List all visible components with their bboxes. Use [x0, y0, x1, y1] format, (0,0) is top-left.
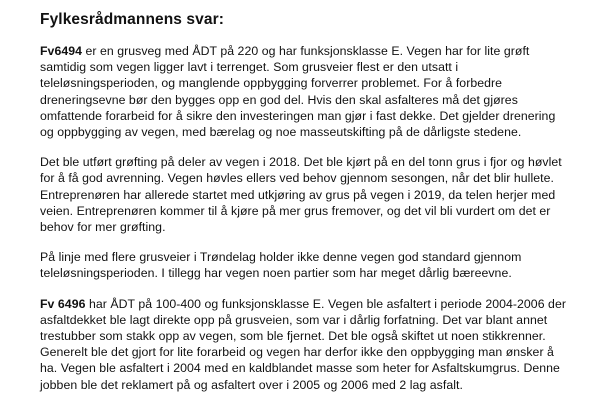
paragraph-text: har ÅDT på 100-400 og funksjonsklasse E. Vegen ble asfaltert i periode 2004-2006 der asfaltdekket ble lagt direkte opp på grusveien, som var i dårlig forfatning. Det var blant annet trestubber som stakk opp av vegen, som ble fjernet. Det ble også skiftet ut noen stikkrenner. Generelt ble det gjort for lite forarbeid og vegen har derfor ikke den oppbygging man ønsker å ha. Vegen ble asfaltert i 2004 med en kaldblandet masse som heter for Asfaltskumgrus. Denne jobben ble det reklamert på og asfaltert over i 2005 og 2006 med 2 lag asfalt. — [40, 296, 566, 392]
paragraph-fv6494 — [40, 43, 570, 140]
paragraph-maintenance — [40, 154, 570, 235]
road-id-fv6494: Fv6494 — [40, 44, 83, 58]
document-page — [40, 10, 570, 407]
paragraph-text: er en grusveg med ÅDT på 220 og har funksjonsklasse E. Vegen har for lite grøft samtidig som vegen ligger lavt i terrenget. Som grusveier flest er den utsatt i teleløsningsperioden, og manglende oppbygging forverrer problemet. For å forbedre dreneringsevne bør den bygges opp en god del. Hvis den skal asfalteres må det gjøres omfattende forarbeid for å sikre den investeringen man gjør i fast dekke. Det gjelder drenering og oppbygging av vegen, med bærelag og noe masseutskifting på de dårligste stedene. — [40, 44, 556, 140]
paragraph-text: Det ble utført grøfting på deler av vegen i 2018. Det ble kjørt på en del tonn grus i fjor og høvlet for å få god avrenning. Vegen høvles ellers ved behov gjennom sesongen, når det blir hullete. Entreprenøren har allerede startet med utkjøring av grus på vegen i 2019, da telen herjer med veien. Entreprenøren kommer til å kjøre på mer grus fremover, og det vil bli vurdert om det er behov for mer grøfting. — [40, 155, 562, 235]
road-id-fv6496: Fv 6496 — [40, 296, 86, 311]
paragraph-fv6496 — [40, 296, 570, 393]
paragraph-standard — [40, 249, 570, 281]
paragraph-text: På linje med flere grusveier i Trøndelag holder ikke denne vegen god standard gjennom teleløsningsperioden. I tillegg har vegen noen partier som har meget dårlig bæreevne. — [40, 250, 522, 281]
section-heading: Fylkesrådmannens svar: — [40, 11, 224, 28]
